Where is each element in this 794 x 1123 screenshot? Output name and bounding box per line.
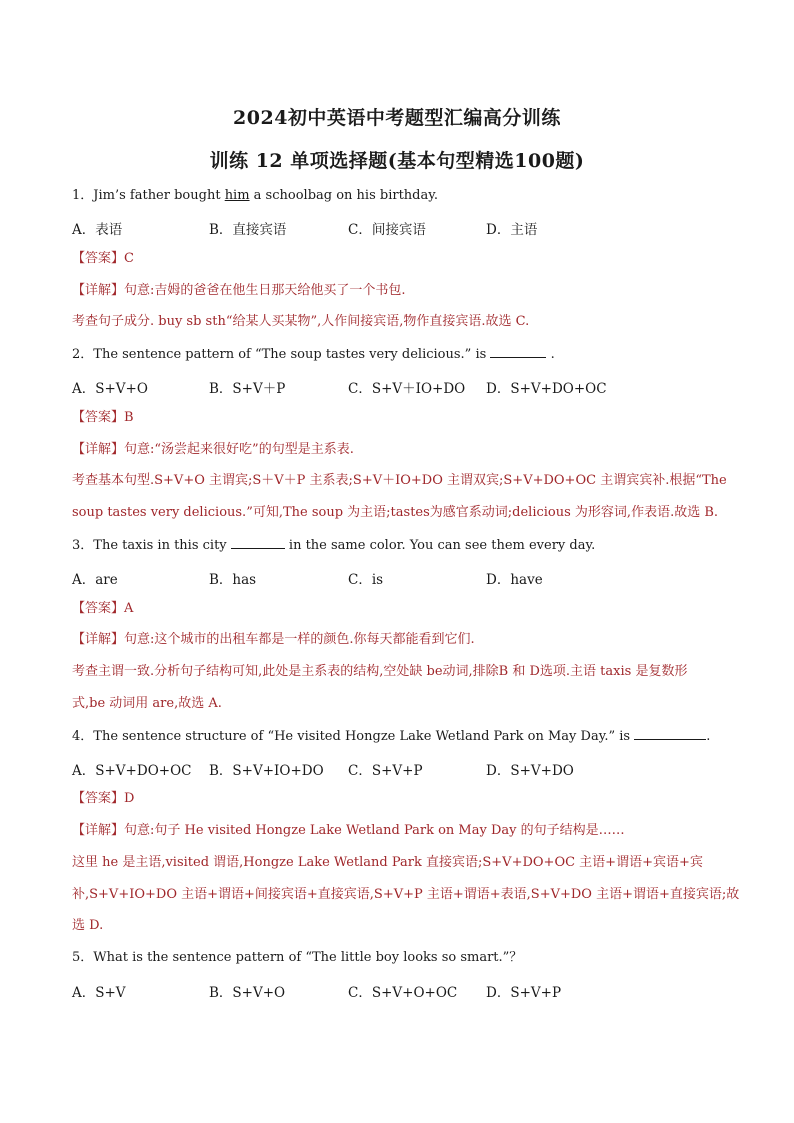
q4-detail: 【详解】句意:句子 He visited Hongze Lake Wetland Park on May Day 的句子结构是…… — [72, 823, 625, 838]
q1-option-a: A．表语 — [72, 222, 123, 238]
q5-option-c: C．S+V+O+OC — [348, 985, 458, 1001]
q1-option-d: D．主语 — [486, 222, 538, 238]
q1-detail: 【详解】句意:吉姆的爸爸在他生日那天给他买了一个书包. — [72, 283, 406, 298]
q5-option-a: A．S+V — [72, 985, 126, 1001]
q3-option-a: A．are — [72, 572, 118, 588]
q3-detail: 【详解】句意:这个城市的出租车都是一样的颜色.你每天都能看到它们. — [72, 632, 475, 647]
q4-explanation-line-1: 这里 he 是主语,visited 谓语,Hongze Lake Wetland Park 直接宾语;S+V+DO+OC 主语+谓语+宾语+宾 — [72, 855, 703, 870]
q2-option-a: A．S+V+O — [72, 381, 148, 397]
question-3: 3．The taxis in this city in the same color. You can see them every day. — [72, 538, 596, 553]
q2-option-c: C．S+V＋IO+DO — [348, 381, 466, 397]
document-title: 2024初中英语中考题型汇编高分训练 — [233, 107, 561, 129]
q5-option-b: B．S+V+O — [209, 985, 286, 1001]
q2-answer: 【答案】B — [72, 410, 134, 425]
q4-option-c: C．S+V+P — [348, 763, 423, 779]
q3-option-d: D．have — [486, 572, 543, 588]
q3-option-b: B．has — [209, 572, 257, 588]
q1-explanation: 考查句子成分. buy sb sth“给某人买某物”,人作间接宾语,物作直接宾语.故选 C. — [72, 314, 530, 329]
q3-option-c: C．is — [348, 572, 384, 588]
q1-option-b: B．直接宾语 — [209, 222, 287, 238]
q1-option-c: C．间接宾语 — [348, 222, 426, 238]
q3-explanation-line-2: 式,be 动词用 are,故选 A. — [72, 696, 222, 711]
question-5: 5．What is the sentence pattern of “The little boy looks so smart.”？ — [72, 950, 523, 965]
q2-detail: 【详解】句意:“汤尝起来很好吃”的句型是主系表. — [72, 442, 354, 457]
answer-blank — [490, 345, 546, 358]
q3-answer: 【答案】A — [72, 601, 134, 616]
q2-explanation-line-1: 考查基本句型.S+V+O 主谓宾;S＋V＋P 主系表;S+V＋IO+DO 主谓双宾;S+V+DO+OC 主谓宾宾补.根据“The — [72, 473, 727, 488]
question-2: 2．The sentence pattern of “The soup tastes very delicious.” is . — [72, 347, 555, 362]
answer-blank — [231, 536, 285, 549]
q5-option-d: D．S+V+P — [486, 985, 562, 1001]
q4-answer: 【答案】D — [72, 791, 135, 806]
q2-option-d: D．S+V+DO+OC — [486, 381, 607, 397]
q2-explanation-line-2: soup tastes very delicious.”可知,The soup 为主语;tastes为感官系动词;delicious 为形容词,作表语.故选 B. — [72, 505, 719, 520]
question-4: 4．The sentence structure of “He visited Hongze Lake Wetland Park on May Day.” is . — [72, 729, 711, 744]
q1-answer: 【答案】C — [72, 251, 134, 266]
q4-explanation-line-2: 补,S+V+IO+DO 主语+谓语+间接宾语+直接宾语,S+V+P 主语+谓语+表语,S+V+DO 主语+谓语+直接宾语;故 — [72, 887, 740, 902]
q4-option-d: D．S+V+DO — [486, 763, 574, 779]
q3-explanation-line-1: 考查主谓一致.分析句子结构可知,此处是主系表的结构,空处缺 be动词,排除B 和 D选项.主语 taxis 是复数形 — [72, 664, 688, 679]
q4-explanation-line-3: 选 D. — [72, 918, 104, 933]
q2-option-b: B．S+V＋P — [209, 381, 286, 397]
underlined-word: him — [224, 188, 250, 203]
q4-option-b: B．S+V+IO+DO — [209, 763, 324, 779]
question-1: 1．Jim’s father bought him a schoolbag on his birthday. — [72, 188, 439, 203]
document-subtitle: 训练 12 单项选择题(基本句型精选100题) — [209, 150, 585, 172]
answer-blank — [634, 727, 706, 740]
q4-option-a: A．S+V+DO+OC — [72, 763, 192, 779]
